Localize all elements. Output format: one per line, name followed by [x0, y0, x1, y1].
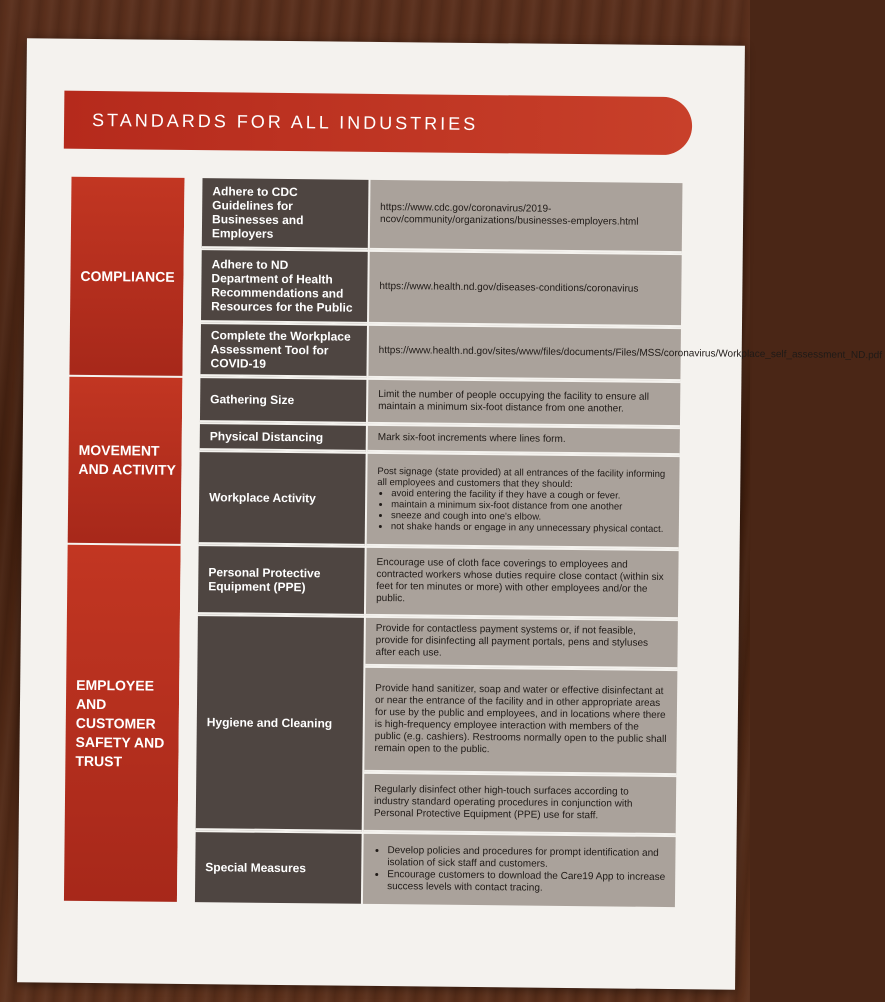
workplace-bullet: • not shake hands or engage in any unnecessary physical contact. [391, 521, 669, 535]
topic-nd: Adhere to ND Department of Health Recommendations and Resources for the Public [201, 250, 368, 324]
topic-cdc: Adhere to CDC Guidelines for Businesses and Employers [202, 178, 369, 250]
topic-ppe: Personal Protective Equipment (PPE) [198, 546, 365, 616]
desc-ppe: Encourage use of cloth face coverings to employees and contracted workers whose duties require close contact (within six feet for ten minutes or more) with other employees and/or the public. [366, 548, 679, 619]
desc-gathering: Limit the number of people occupying the facility to ensure all maintain a minimum six-foot distance from one another. [368, 380, 680, 427]
special-bullet: • Encourage customers to download the Care19 App to increase success levels with contact tracing. [387, 869, 665, 896]
section-employee: EMPLOYEE AND CUSTOMER SAFETY AND TRUST [64, 545, 183, 902]
section-compliance: COMPLIANCE [69, 177, 186, 376]
desc-hygiene-sanitizer: Provide hand sanitizer, soap and water or effective disinfectant at or near the entrance of the facility and in other appropriate areas for use by the public and employees, and in locations where there is high-frequency employee interaction with members of the public (e.g. cashiers). Restrooms normally open to the public shall remain open to the public. [364, 668, 677, 775]
desc-hygiene-disinfect: Regularly disinfect other high-touch surfaces according to industry standard operating procedures in conjunction with Personal Protective Equipment (PPE) use for staff. [364, 774, 677, 835]
desc-distancing: Mark six-foot increments where lines form. [368, 426, 680, 455]
section-movement: MOVEMENT AND ACTIVITY [68, 377, 185, 544]
topic-assessment: Complete the Workplace Assessment Tool for COVID-19 [200, 324, 367, 378]
workplace-bullets [377, 488, 669, 535]
special-bullet: • Develop policies and procedures for prompt identification and isolation of sick staff and customers. [387, 845, 665, 872]
special-bullets [373, 845, 665, 896]
topic-workplace: Workplace Activity [199, 452, 366, 546]
topic-special: Special Measures [195, 832, 362, 904]
desc-cdc: https://www.cdc.gov/coronavirus/2019-ncov/community/organizations/businesses-employers.html [370, 180, 683, 253]
workplace-intro: Post signage (state provided) at all entrances of the facility informing all employees and customers that they should: [377, 465, 666, 491]
desc-special [363, 834, 676, 907]
desc-assessment: https://www.health.nd.gov/sites/www/files/documents/Files/MSS/coronavirus/Workplace_self_assessment_ND.pdf [368, 326, 681, 381]
topic-hygiene: Hygiene and Cleaning [196, 616, 364, 832]
desc-workplace [367, 454, 680, 549]
workplace-bullet: • maintain a minimum six-foot distance from one another [391, 499, 669, 513]
workplace-bullet: • avoid entering the facility if they have a cough or fever. [391, 488, 669, 502]
topic-gathering: Gathering Size [200, 378, 366, 424]
banner-title: STANDARDS FOR ALL INDUSTRIES [64, 91, 693, 156]
topic-distancing: Physical Distancing [200, 424, 366, 452]
paper-sheet [17, 38, 883, 989]
workplace-bullet: • sneeze and cough into one's elbow. [391, 510, 669, 524]
desc-hygiene-payment: Provide for contactless payment systems or, if not feasible, provide for disinfecting all payment portals, pens and styluses after each use. [365, 618, 677, 669]
desc-nd: https://www.health.nd.gov/diseases-conditions/coronavirus [369, 252, 682, 327]
